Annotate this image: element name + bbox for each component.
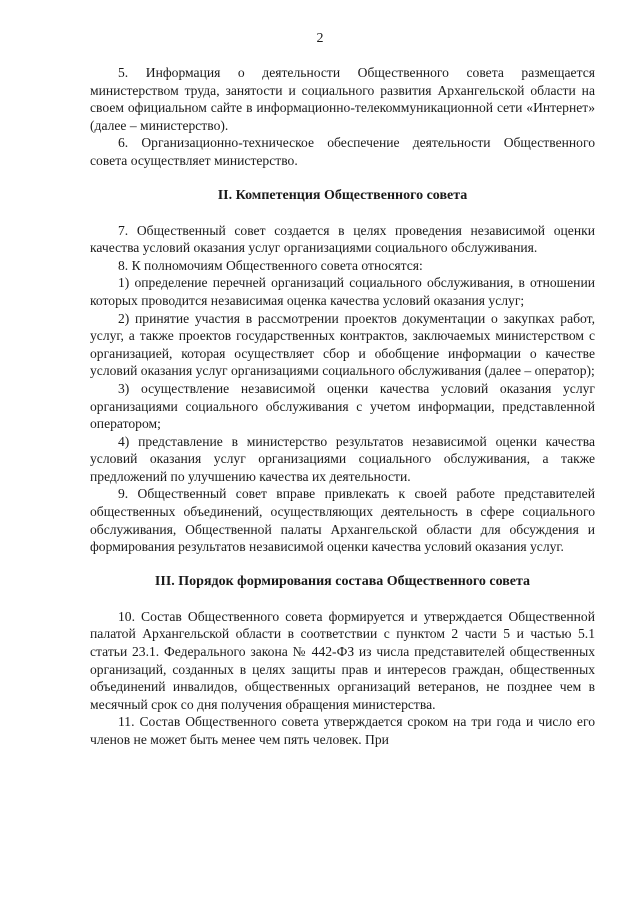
list-item-1: 1) определение перечней организаций социального обслуживания, в отношении которых проводится независимая оценка качества условий оказания услуг; (90, 275, 595, 308)
paragraph-8: 8. К полномочиям Общественного совета относятся: (118, 257, 423, 273)
list-item-4: 4) представление в министерство результатов независимой оценки качества условий оказания услуг организациями социального обслуживания, а также предложений по улучшению качества их деятельности. (90, 433, 595, 484)
page-number: 2 (316, 31, 324, 46)
paragraph-9: 9. Общественный совет вправе привлекать к своей работе представителей общественных объединений, осуществляющих деятельность в сфере социального обслуживания, Общественной палаты Архангельской области для обсуждения и формирования результатов независимой оценки качества условий оказания услуг. (90, 486, 595, 555)
paragraph-10: 10. Состав Общественного совета формируется и утверждается Общественной палатой Архангельской области в соответствии с пунктом 2 части 5 и частью 5.1 статьи 23.1. Федерального закона № 442-ФЗ из числа представителей общественных организаций, созданных в целях защиты прав и интересов граждан, общественных объединений инвалидов, общественных организаций ветеранов, не позднее чем в месячный срок со дня получения обращения министерства. (90, 608, 595, 712)
section-heading-competence: II. Компетенция Общественного совета (217, 187, 468, 203)
paragraph-11: 11. Состав Общественного совета утверждается сроком на три года и число его членов не может быть менее чем пять человек. При (90, 714, 595, 747)
list-item-3: 3) осуществление независимой оценки качества условий оказания услуг организациями социального обслуживания с учетом информации, представленной оператором; (90, 380, 595, 432)
document-body (90, 64, 595, 749)
paragraph-5: 5. Информация о деятельности Общественного совета размещается министерством труда, занятости и социального развития Архангельской области на своем официальном сайте в информационно-телекоммуникационной сети «Интернет» (далее – министерство). (90, 65, 595, 133)
section-heading-formation: III. Порядок формирования состава Общественного совета (154, 573, 531, 589)
paragraph-7: 7. Общественный совет создается в целях проведения независимой оценки качества условий оказания услуг организациями социального обслуживания. (90, 222, 595, 256)
paragraph-6: 6. Организационно-техническое обеспечение деятельности Общественного совета осуществляет министерство. (90, 135, 595, 168)
list-item-2: 2) принятие участия в рассмотрении проектов документации о закупках работ, услуг, а также проектов государственных контрактов, заключаемых министерством с организацией, которая осуществляет сбор и обобщение информации о качестве условий оказания услуг организациями социального обслуживания (далее – оператор); (90, 310, 595, 379)
